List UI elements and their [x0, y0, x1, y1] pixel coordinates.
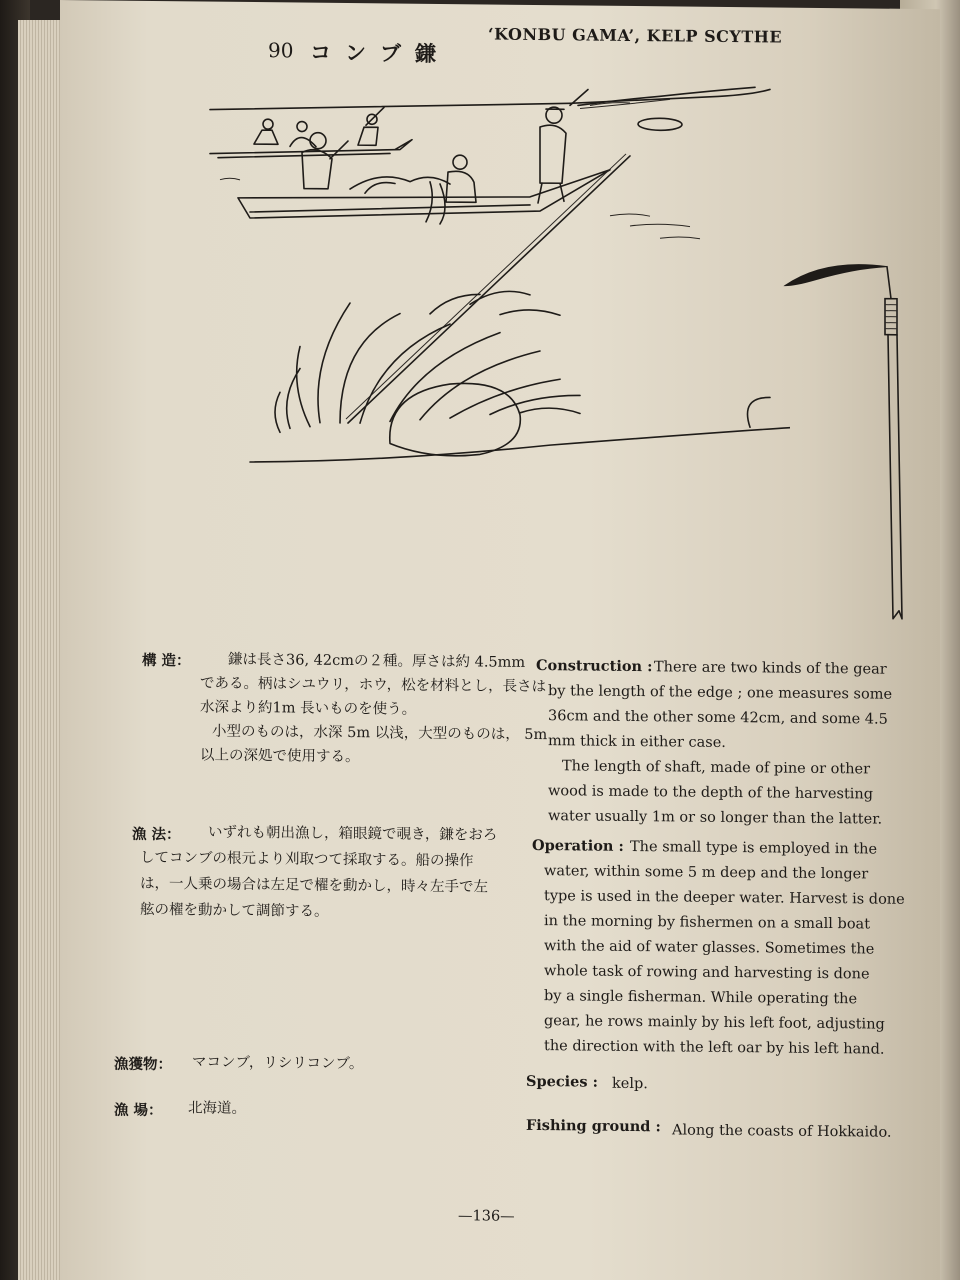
en-construction-line: mm thick in either case.	[548, 733, 726, 751]
jp-construction-label: 構 造：	[142, 651, 191, 670]
kelp-harvest-illustration	[190, 61, 790, 487]
en-operation-line: gear, he rows mainly by his left foot, adjusting	[544, 1013, 885, 1033]
kelp-scythe-drawing	[775, 257, 915, 638]
jp-species-label: 漁獲物：	[114, 1055, 172, 1074]
jp-construction-line: 鎌は長さ36, 42cmの２種。厚さは約 4.5mm	[228, 651, 526, 671]
en-construction-line: The length of shaft, made of pine or other	[562, 758, 871, 778]
jp-ground-value: 北海道。	[188, 1100, 246, 1117]
en-operation-line: the direction with the left oar by his left hand.	[544, 1038, 885, 1058]
en-operation-line: in the morning by fishermen on a small boat	[544, 913, 871, 933]
title-japanese: コンブ鎌	[310, 39, 450, 67]
en-species-label: Species :	[526, 1072, 598, 1091]
en-operation-line: whole task of rowing and harvesting is done	[544, 963, 870, 983]
jp-construction-line: 以上の深処で使用する。	[200, 747, 360, 766]
jp-operation-line: いずれも朝出漁し，箱眼鏡で覗き，鎌をおろ	[208, 824, 498, 844]
en-ground-value: Along the coasts of Hokkaido.	[672, 1122, 892, 1141]
title-english: ‘KONBU GAMA’, KELP SCYTHE	[488, 24, 783, 47]
jp-construction-line: 小型のものは，水深 5m 以浅，大型のものは， 5m	[212, 723, 548, 744]
jp-construction-line: である。柄はシユウリ，ホウ，松を材料とし，長さは	[200, 675, 547, 696]
page-number: —136—	[458, 1208, 515, 1225]
en-operation-line: type is used in the deeper water. Harvest is done	[544, 888, 905, 908]
book-page	[60, 0, 940, 1280]
en-construction-line: water usually 1m or so longer than the latter.	[548, 808, 883, 828]
jp-ground-label: 漁 場：	[114, 1101, 163, 1120]
en-species-value: kelp.	[612, 1075, 648, 1093]
jp-operation-line: 舷の櫂を動かして調節する。	[140, 901, 329, 920]
jp-operation-line: してコンブの根元より刈取つて採取する。船の操作	[140, 849, 474, 870]
jp-construction-line: 水深より約1m 長いものを使う。	[200, 699, 417, 718]
en-ground-label: Fishing ground :	[526, 1116, 661, 1136]
jp-species-value: マコンブ，リシリコンブ。	[192, 1054, 364, 1073]
jp-operation-label: 漁 法：	[132, 825, 181, 844]
jp-operation-line: は，一人乗の場合は左足で櫂を動かし，時々左手で左	[140, 875, 488, 896]
en-operation-line: with the aid of water glasses. Sometimes the	[544, 938, 875, 958]
en-construction-line: 36cm and the other some 42cm, and some 4.5	[548, 708, 888, 728]
en-construction-line: wood is made to the depth of the harvesting	[548, 783, 874, 803]
en-operation-line: water, within some 5 m deep and the longer	[544, 863, 869, 883]
item-number: 90	[268, 38, 294, 63]
en-construction-label: Construction :	[536, 656, 653, 676]
en-operation-line: by a single fisherman. While operating the	[544, 988, 858, 1008]
en-construction-line: by the length of the edge ; one measures some	[548, 683, 893, 703]
en-operation-line: The small type is employed in the	[630, 838, 878, 858]
en-construction-line: There are two kinds of the gear	[654, 659, 887, 678]
en-operation-label: Operation :	[532, 836, 624, 855]
